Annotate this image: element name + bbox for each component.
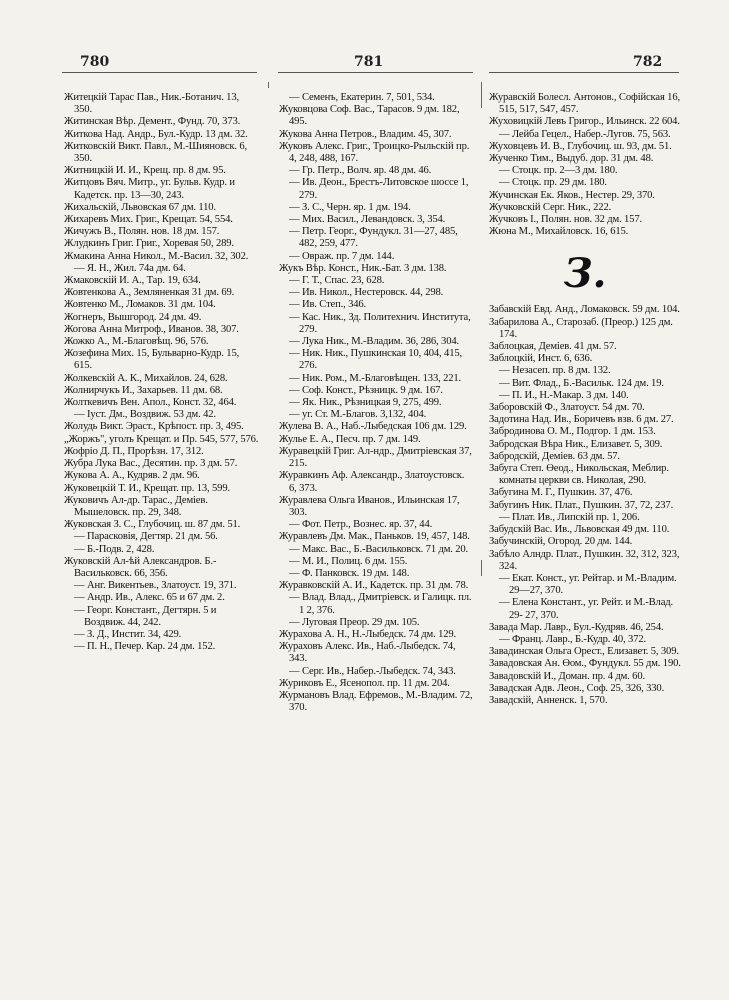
directory-entry: Жучковскій Серг. Ник., 222. bbox=[489, 201, 612, 213]
directory-entry: — З. С., Черн. яр. 1 дм. 194. bbox=[289, 201, 411, 213]
directory-entry: Жукъ Вѣр. Конст., Ник.-Бат. 3 дм. 138. bbox=[279, 262, 447, 274]
directory-entry: Журиковъ Е., Ясенопол. пр. 11 дм. 204. bbox=[279, 677, 450, 689]
directory-entry: Жубра Лука Вас., Десятин. пр. 3 дм. 57. bbox=[64, 458, 238, 470]
directory-entry: — Андр. Ив., Алекс. 65 и 67 дм. 2. bbox=[74, 592, 225, 604]
column-781 bbox=[279, 92, 474, 714]
directory-entry: Жозефина Мих. 15, Бульварно-Кудр. 15, 615. bbox=[64, 348, 240, 372]
directory-entry: Журавковскій А. И., Кадетск. пр. 31 дм. 78. bbox=[279, 580, 469, 592]
directory-entry: Жуковская З. С., Глубочиц. ш. 87 дм. 51. bbox=[64, 519, 241, 531]
directory-entry: Жолнирчукъ И., Захарьев. 11 дм. 68. bbox=[64, 384, 223, 396]
directory-entry: — Овраж. пр. 7 дм. 144. bbox=[289, 250, 395, 262]
directory-entry: — Анг. Викентьев., Златоуст. 19, 371. bbox=[74, 580, 237, 592]
directory-entry: — Франц. Лавр., Б.-Кудр. 40, 372. bbox=[499, 633, 646, 645]
directory-entry: Жмаковскій И. А., Тар. 19, 634. bbox=[64, 275, 201, 287]
directory-entry: Жученко Тим., Выдуб. дор. 31 дм. 48. bbox=[489, 153, 654, 165]
directory-entry: Житковскій Викт. Павл., М.-Шияновск. 6, 350. bbox=[64, 140, 248, 165]
directory-entry: Жуховцевъ И. В., Глубочиц. ш. 93, дм. 51. bbox=[489, 140, 672, 152]
directory-entry: Журмановъ Влад. Ефремов., М.-Владим. 72, 370. bbox=[279, 689, 473, 714]
directory-entry: — Фот. Петр., Вознес. яр. 37, 44. bbox=[289, 519, 433, 531]
directory-entry: Заборовскій Ф., Златоуст. 54 дм. 70. bbox=[489, 402, 645, 414]
directory-entry: Жолткевичъ Вен. Апол., Конст. 32, 464. bbox=[64, 397, 237, 409]
directory-entry: Жуковцова Соф. Вас., Тарасов. 9 дм. 182, 495. bbox=[279, 104, 460, 128]
directory-entry: Жихальскій, Львовская 67 дм. 110. bbox=[64, 201, 216, 213]
directory-entry: Журахова А. Н., Н.-Лыбедск. 74 дм. 129. bbox=[279, 628, 457, 640]
directory-entry: Забродская Вѣра Ник., Елизавет. 5, 309. bbox=[489, 438, 663, 450]
directory-entry: Жовтенко М., Ломаков. 31 дм. 104. bbox=[64, 299, 216, 311]
directory-entry: — Георг. Констант., Дегтярн. 5 и Воздвиж. 44, 242. bbox=[74, 604, 217, 628]
directory-entry: Заблоцкій, Инст. 6, 636. bbox=[489, 353, 593, 365]
directory-entry: — П. И., Н.-Макар. 3 дм. 140. bbox=[499, 389, 629, 401]
directory-entry: Жмакина Анна Никол., М.-Васил. 32, 302. bbox=[64, 250, 249, 262]
page-number-782: 782 bbox=[633, 54, 663, 70]
directory-entry: — Кас. Ник., Зд. Политехнич. Института, 279. bbox=[289, 311, 471, 335]
directory-entry: Завадская Адв. Леон., Соф. 25, 326, 330. bbox=[489, 682, 665, 694]
directory-entry: Жулье Е. А., Песч. пр. 7 дм. 149. bbox=[279, 433, 421, 445]
directory-entry: — М. И., Полиц. 6 дм. 155. bbox=[289, 555, 408, 567]
directory-entry: Жуковецкій Т. И., Крещат. пр. 13, 599. bbox=[64, 482, 230, 494]
directory-entry: — Незасеп. пр. 8 дм. 132. bbox=[499, 365, 611, 377]
directory-entry: Завадовская Ан. Өом., Фундукл. 55 дм. 190. bbox=[489, 658, 681, 670]
directory-entry: Завада Мар. Лавр., Бул.-Кудряв. 46, 254. bbox=[489, 621, 664, 633]
directory-entry: — Мих. Васил., Левандовск. 3, 354. bbox=[289, 214, 446, 226]
directory-entry: Жюна М., Михайловск. 16, 615. bbox=[489, 226, 629, 238]
directory-entry: Жуковичъ Ал-др. Тарас., Деміев. Мышеловск. пр. 29, 348. bbox=[64, 494, 208, 518]
column-divider bbox=[481, 560, 482, 576]
directory-entry: — Макс. Вас., Б.-Васильковск. 71 дм. 20. bbox=[289, 543, 469, 555]
directory-entry: — Петр. Георг., Фундукл. 31—27, 485, 482, 259, 477. bbox=[289, 226, 458, 250]
directory-entry: Житкова Над. Андр., Бул.-Кудр. 13 дм. 32. bbox=[64, 128, 248, 140]
directory-entry: — Ник. Ром., М.-Благовѣщен. 133, 221. bbox=[289, 372, 462, 384]
directory-entry: — Стоцк. пр. 29 дм. 180. bbox=[499, 177, 607, 189]
directory-entry: Журавецкій Григ. Ал-ндр., Дмитріевская 37, 215. bbox=[279, 445, 472, 470]
page-number-780: 780 bbox=[80, 54, 110, 70]
directory-entry: Жучинская Ек. Яков., Нестер. 29, 370. bbox=[489, 189, 655, 201]
directory-entry: Жураховъ Алекс. Ив., Наб.-Лыбедск. 74, 343. bbox=[279, 641, 456, 665]
directory-entry: Жуковъ Алекс. Григ., Троицко-Рыльскій пр. 4, 248, 488, 167. bbox=[279, 140, 470, 165]
column-divider bbox=[481, 82, 482, 108]
directory-entry: Жуховицкій Левъ Григор., Ильинск. 22 604. bbox=[489, 116, 680, 128]
directory-entry: — Семенъ, Екатерин. 7, 501, 534. bbox=[289, 92, 435, 103]
header-rule-left bbox=[62, 72, 257, 73]
directory-entry: Жовтенкова А., Земляненкая 31 дм. 69. bbox=[64, 287, 235, 299]
directory-entry: Житинская Вѣр. Демент., Фунд. 70, 373. bbox=[64, 116, 241, 128]
directory-entry: Завадскій, Анненск. 1, 570. bbox=[489, 694, 608, 706]
directory-entry: Жолкевскій А. К., Михайлов. 24, 628. bbox=[64, 372, 228, 384]
directory-entry: — Я. Н., Жил. 74а дм. 64. bbox=[74, 262, 186, 274]
directory-entry: Забугина М. Г., Пушкин. 37, 476. bbox=[489, 487, 633, 499]
directory-entry: Забуга Степ. Өеод., Никольская, Меблир. комнаты церкви св. Николая, 290. bbox=[489, 463, 669, 487]
header-rule-right bbox=[489, 72, 679, 73]
directory-entry: Жукова Анна Петров., Владим. 45, 307. bbox=[279, 128, 452, 140]
directory-entry: — уг. Ст. М.-Благов. 3,132, 404. bbox=[289, 409, 427, 421]
directory-entry: Забродскій, Деміев. 63 дм. 57. bbox=[489, 450, 620, 462]
directory-entry: Жожко А., М.-Благовѣщ. 96, 576. bbox=[64, 336, 209, 348]
directory-entry: — Плат. Ив., Липскій пр. 1, 206. bbox=[499, 511, 640, 523]
directory-entry: Жофріо Д. П., Прорѣзн. 17, 312. bbox=[64, 445, 204, 457]
directory-entry: Забарилова А., Старозаб. (Преор.) 125 дм. 174. bbox=[489, 316, 673, 340]
section-letter-z: З. bbox=[563, 250, 607, 298]
directory-entry: Забугинъ Ник. Плат., Пушкин. 37, 72, 237. bbox=[489, 499, 674, 511]
directory-entry: — Стоцк. пр. 2—3 дм. 180. bbox=[499, 165, 618, 177]
directory-entry: Завадовскій И., Доман. пр. 4 дм. 60. bbox=[489, 670, 645, 682]
directory-entry: — Ив. Степ., 346. bbox=[289, 299, 367, 311]
directory-entry: Жучковъ І., Полян. нов. 32 дм. 157. bbox=[489, 214, 642, 226]
directory-entry: Забавскій Евд. Анд., Ломаковск. 59 дм. 104. bbox=[489, 304, 680, 316]
directory-entry: — Парасковія, Дегтяр. 21 дм. 56. bbox=[74, 531, 218, 543]
directory-entry: Жолудь Викт. Эраст., Крѣпост. пр. 3, 495. bbox=[64, 421, 244, 433]
directory-entry: — Г. Т., Спас. 23, 628. bbox=[289, 275, 385, 287]
directory-entry: — Ив. Деон., Брестъ-Литовское шоссе 1, 279. bbox=[289, 177, 469, 201]
directory-entry: — Екат. Конст., уг. Рейтар. и М.-Владим. 29—27, 370. bbox=[499, 572, 677, 597]
directory-entry: — Лука Ник., М.-Владим. 36, 286, 304. bbox=[289, 336, 459, 348]
directory-entry: Завадинская Ольга Орест., Елизавет. 5, 309. bbox=[489, 646, 679, 658]
directory-entry: — Луговая Преор. 29 дм. 105. bbox=[289, 616, 420, 628]
directory-entry: Жукова А. А., Кудряв. 2 дм. 96. bbox=[64, 470, 200, 482]
entries-zh bbox=[489, 92, 681, 238]
directory-entry: Задотина Над. Ив., Боричевъ взв. 6 дм. 27. bbox=[489, 414, 674, 426]
directory-entry: Жичужъ В., Полян. нов. 18 дм. 157. bbox=[64, 226, 220, 238]
directory-entry: — Лейба Гецел., Набер.-Лугов. 75, 563. bbox=[499, 128, 671, 140]
directory-entry: Жогова Анна Митроф., Иванов. 38, 307. bbox=[64, 323, 239, 335]
header-rule-middle bbox=[278, 72, 473, 73]
directory-entry: Жихаревъ Мих. Григ., Крещат. 54, 554. bbox=[64, 214, 233, 226]
directory-entry: Забродинова О. М., Подгор. 1 дм. 153. bbox=[489, 426, 656, 438]
directory-entry: Житницкій И. И., Крещ. пр. 8 дм. 95. bbox=[64, 165, 226, 177]
column-782 bbox=[489, 92, 681, 707]
column-divider bbox=[268, 82, 269, 88]
directory-entry: — Б.-Подв. 2, 428. bbox=[74, 543, 155, 555]
directory-entry: — П. Н., Печер. Кар. 24 дм. 152. bbox=[74, 641, 216, 653]
directory-entry: „Жоржъ", уголъ Крещат. и Пр. 545, 577, 576. bbox=[64, 433, 259, 445]
directory-entry: Забудскій Вас. Ив., Львовская 49 дм. 110. bbox=[489, 524, 670, 536]
page-number-781: 781 bbox=[354, 54, 384, 70]
directory-entry: Жулева В. А., Наб.-Лыбедская 106 дм. 129. bbox=[279, 421, 467, 433]
directory-entry: — З. Д., Инстит. 34, 429. bbox=[74, 628, 182, 640]
directory-entry: Житцовъ Вяч. Митр., уг. Бульв. Кудр. и Кадетск. пр. 13—30, 243. bbox=[64, 177, 235, 201]
directory-entry: — Іуст. Дм., Воздвиж. 53 дм. 42. bbox=[74, 409, 216, 421]
directory-entry: — Вит. Флад., Б.-Васильк. 124 дм. 19. bbox=[499, 377, 664, 389]
directory-entry: Заблоцкая, Деміев. 41 дм. 57. bbox=[489, 341, 617, 353]
directory-entry: Жогнеръ, Вышгород. 24 дм. 49. bbox=[64, 311, 202, 323]
directory-entry: Жуковскій Ал-ѣй Александров. Б.-Васильковск. 66, 356. bbox=[64, 555, 217, 579]
directory-entry: Забучинскій, Огород. 20 дм. 144. bbox=[489, 536, 633, 548]
directory-entry: — Ф. Панковск. 19 дм. 148. bbox=[289, 567, 410, 579]
directory-entry: — Елена Констант., уг. Рейт. и М.-Влад. 29- 27, 370. bbox=[499, 597, 673, 621]
directory-entry: — Влад. Влад., Дмитріевск. и Галицк. пл. 1 2, 376. bbox=[289, 592, 472, 616]
directory-entry: Журавкинъ Аф. Александр., Златоустовск. 6, 373. bbox=[279, 470, 465, 494]
directory-entry: — Гр. Петр., Волч. яр. 48 дм. 46. bbox=[289, 165, 432, 177]
entries-z bbox=[489, 304, 681, 707]
directory-entry: — Як. Ник., Рѣзницкая 9, 275, 499. bbox=[289, 397, 442, 409]
directory-entry: Журавлева Ольга Иванов., Ильинская 17, 303. bbox=[279, 494, 460, 518]
column-780 bbox=[64, 92, 259, 653]
directory-entry: — Ник. Ник., Пушкинская 10, 404, 415, 276. bbox=[289, 348, 462, 372]
directory-entry: — Ив. Никол., Нестеровск. 44, 298. bbox=[289, 287, 444, 299]
directory-entry: Жлудкинъ Григ. Григ., Хоревая 50, 289. bbox=[64, 238, 234, 250]
directory-entry: Житецкій Тарас Пав., Ник.-Ботанич. 13, 350. bbox=[64, 92, 239, 116]
directory-entry: Забѣло Алндр. Плат., Пушкин. 32, 312, 323, 324. bbox=[489, 548, 680, 572]
directory-entry: — Соф. Конст., Рѣзницк. 9 дм. 167. bbox=[289, 384, 443, 396]
directory-entry: Журавлевъ Дм. Мак., Паньков. 19, 457, 148. bbox=[279, 531, 470, 543]
directory-entry: — Серг. Ив., Набер.-Лыбедск. 74, 343. bbox=[289, 665, 456, 677]
directory-entry: Журавскій Болесл. Антонов., Софійская 16, 515, 517, 547, 457. bbox=[489, 92, 680, 116]
